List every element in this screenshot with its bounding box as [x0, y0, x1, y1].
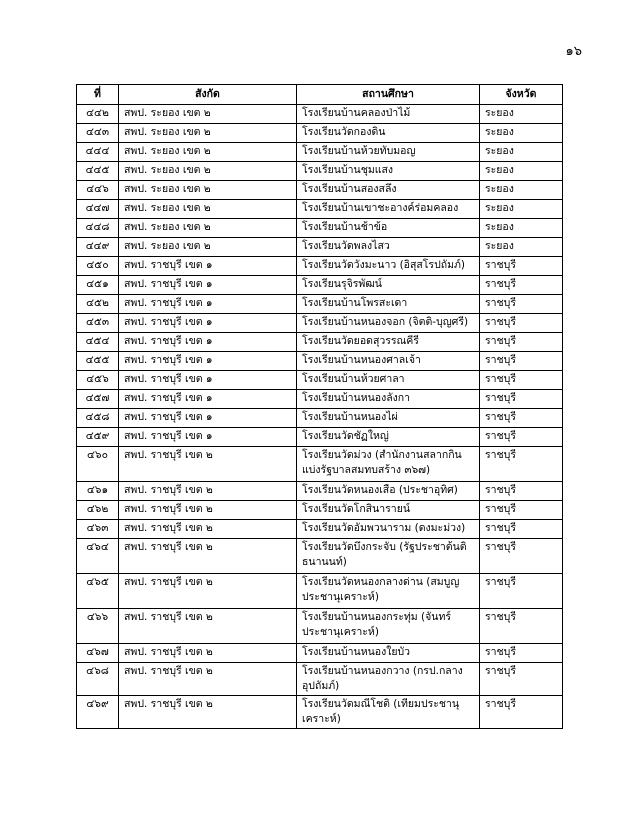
- cell-no: ๔๔๘: [77, 219, 119, 238]
- cell-school: โรงเรียนวัดกองดิน: [297, 124, 480, 143]
- table-row: [77, 482, 563, 501]
- cell-affiliation: สพป. ราชบุรี เขต ๑: [119, 390, 297, 409]
- cell-no: ๔๕๑: [77, 276, 119, 295]
- cell-no: ๔๖๘: [77, 663, 119, 696]
- cell-no: ๔๕๖: [77, 371, 119, 390]
- cell-province: ราชบุรี: [480, 409, 563, 428]
- cell-no: ๔๕๙: [77, 428, 119, 447]
- page-number: ๑๖: [565, 44, 582, 59]
- table-row: [77, 295, 563, 314]
- cell-school: โรงเรียนวัดม่วง (สำนักงานสลากกินแบ่งรัฐบาลสมทบสร้าง ๓๖๗): [297, 447, 480, 482]
- table-row: [77, 200, 563, 219]
- cell-affiliation: สพป. ราชบุรี เขต ๑: [119, 276, 297, 295]
- cell-affiliation: สพป. ระยอง เขต ๒: [119, 181, 297, 200]
- cell-province: ราชบุรี: [480, 314, 563, 333]
- cell-affiliation: สพป. ราชบุรี เขต ๑: [119, 352, 297, 371]
- table-row: [77, 333, 563, 352]
- cell-province: ระยอง: [480, 143, 563, 162]
- cell-province: ราชบุรี: [480, 539, 563, 574]
- cell-school: โรงเรียนวัดพลงไสว: [297, 238, 480, 257]
- cell-no: ๔๖๒: [77, 501, 119, 520]
- cell-affiliation: สพป. ราชบุรี เขต ๑: [119, 295, 297, 314]
- cell-province: ราชบุรี: [480, 644, 563, 663]
- cell-province: ระยอง: [480, 162, 563, 181]
- cell-affiliation: สพป. ราชบุรี เขต ๒: [119, 482, 297, 501]
- cell-school: โรงเรียนวัดยอดสุวรรณคีรี: [297, 333, 480, 352]
- cell-school: โรงเรียนบ้านหนองลังกา: [297, 390, 480, 409]
- cell-province: ราชบุรี: [480, 257, 563, 276]
- cell-school: โรงเรียนบ้านหนองใยบัว: [297, 644, 480, 663]
- cell-school: โรงเรียนบ้านห้วยทับมอญ: [297, 143, 480, 162]
- cell-province: ราชบุรี: [480, 520, 563, 539]
- table-row: [77, 539, 563, 574]
- cell-affiliation: สพป. ราชบุรี เขต ๒: [119, 447, 297, 482]
- cell-affiliation: สพป. ราชบุรี เขต ๒: [119, 501, 297, 520]
- cell-province: ราชบุรี: [480, 352, 563, 371]
- school-table: [76, 84, 563, 729]
- cell-province: ระยอง: [480, 200, 563, 219]
- table-row: [77, 238, 563, 257]
- cell-province: ราชบุรี: [480, 428, 563, 447]
- cell-province: ระยอง: [480, 219, 563, 238]
- cell-no: ๔๔๙: [77, 238, 119, 257]
- cell-no: ๔๕๕: [77, 352, 119, 371]
- header-province: จังหวัด: [480, 85, 563, 105]
- table-row: [77, 124, 563, 143]
- cell-no: ๔๖๔: [77, 539, 119, 574]
- cell-affiliation: สพป. ระยอง เขต ๒: [119, 143, 297, 162]
- table-row: [77, 181, 563, 200]
- cell-no: ๔๖๕: [77, 574, 119, 609]
- cell-affiliation: สพป. ระยอง เขต ๒: [119, 238, 297, 257]
- cell-no: ๔๕๔: [77, 333, 119, 352]
- table-row: [77, 644, 563, 663]
- cell-province: ราชบุรี: [480, 371, 563, 390]
- cell-school: โรงเรียนวัดหนองเสือ (ประชาอุทิศ): [297, 482, 480, 501]
- cell-no: ๔๖๑: [77, 482, 119, 501]
- cell-province: ราชบุรี: [480, 276, 563, 295]
- table-row: [77, 390, 563, 409]
- cell-affiliation: สพป. ราชบุรี เขต ๑: [119, 428, 297, 447]
- header-affiliation: สังกัด: [119, 85, 297, 105]
- cell-affiliation: สพป. ราชบุรี เขต ๒: [119, 574, 297, 609]
- header-no: ที่: [77, 85, 119, 105]
- table-row: [77, 696, 563, 729]
- cell-affiliation: สพป. ราชบุรี เขต ๒: [119, 520, 297, 539]
- cell-no: ๔๖๙: [77, 696, 119, 729]
- table-row: [77, 257, 563, 276]
- cell-school: โรงเรียนวัดวังมะนาว (อิสุสโรปถัมภ์): [297, 257, 480, 276]
- cell-province: ราชบุรี: [480, 333, 563, 352]
- cell-province: ราชบุรี: [480, 574, 563, 609]
- cell-no: ๔๖๖: [77, 609, 119, 644]
- cell-no: ๔๕๓: [77, 314, 119, 333]
- cell-school: โรงเรียนวัดโกสินารายน์: [297, 501, 480, 520]
- cell-school: โรงเรียนวัดบึงกระจับ (รัฐประชาต้นติธนานนท์): [297, 539, 480, 574]
- cell-no: ๔๖๗: [77, 644, 119, 663]
- cell-affiliation: สพป. ระยอง เขต ๒: [119, 162, 297, 181]
- cell-no: ๔๔๓: [77, 124, 119, 143]
- cell-no: ๔๔๗: [77, 200, 119, 219]
- cell-school: โรงเรียนบ้านหนองกวาง (กรป.กลางอุปถัมภ์): [297, 663, 480, 696]
- cell-no: ๔๔๒: [77, 105, 119, 124]
- table-row: [77, 371, 563, 390]
- cell-affiliation: สพป. ราชบุรี เขต ๑: [119, 314, 297, 333]
- cell-province: ราชบุรี: [480, 482, 563, 501]
- cell-no: ๔๕๒: [77, 295, 119, 314]
- table-row: [77, 501, 563, 520]
- cell-affiliation: สพป. ระยอง เขต ๒: [119, 105, 297, 124]
- cell-province: ระยอง: [480, 124, 563, 143]
- cell-no: ๔๔๔: [77, 143, 119, 162]
- table-row: [77, 609, 563, 644]
- cell-affiliation: สพป. ราชบุรี เขต ๒: [119, 539, 297, 574]
- cell-province: ราชบุรี: [480, 390, 563, 409]
- cell-no: ๔๔๕: [77, 162, 119, 181]
- table-row: [77, 574, 563, 609]
- table-row: [77, 663, 563, 696]
- cell-province: ราชบุรี: [480, 609, 563, 644]
- cell-affiliation: สพป. ราชบุรี เขต ๒: [119, 663, 297, 696]
- cell-school: โรงเรียนบ้านสองสลึง: [297, 181, 480, 200]
- table-row: [77, 409, 563, 428]
- cell-affiliation: สพป. ราชบุรี เขต ๑: [119, 257, 297, 276]
- cell-province: ราชบุรี: [480, 295, 563, 314]
- cell-no: ๔๔๖: [77, 181, 119, 200]
- table-row: [77, 447, 563, 482]
- cell-province: ราชบุรี: [480, 501, 563, 520]
- cell-no: ๔๖๓: [77, 520, 119, 539]
- cell-school: โรงเรียนบ้านชุมแสง: [297, 162, 480, 181]
- cell-affiliation: สพป. ระยอง เขต ๒: [119, 200, 297, 219]
- cell-no: ๔๕๗: [77, 390, 119, 409]
- cell-school: โรงเรียนวัดชัฏใหญ่: [297, 428, 480, 447]
- cell-province: ระยอง: [480, 238, 563, 257]
- cell-school: โรงเรียนบ้านหนองกระทุ่ม (จันทร์ประชานุเคราะห์): [297, 609, 480, 644]
- cell-school: โรงเรียนวัดอัมพวนาราม (ดงมะม่วง): [297, 520, 480, 539]
- cell-affiliation: สพป. ราชบุรี เขต ๒: [119, 696, 297, 729]
- cell-province: ระยอง: [480, 181, 563, 200]
- cell-school: โรงเรียนวัดหนองกลางด่าน (สมบูญประชานุเคราะห์): [297, 574, 480, 609]
- cell-province: ราชบุรี: [480, 696, 563, 729]
- cell-school: โรงเรียนบ้านหนองจอก (จิตติ-บุญศรี): [297, 314, 480, 333]
- table-row: [77, 314, 563, 333]
- header-school: สถานศึกษา: [297, 85, 480, 105]
- cell-affiliation: สพป. ระยอง เขต ๒: [119, 219, 297, 238]
- cell-school: โรงเรียนบ้านหนองศาลเจ้า: [297, 352, 480, 371]
- cell-affiliation: สพป. ราชบุรี เขต ๑: [119, 409, 297, 428]
- table-header-row: [77, 85, 563, 105]
- cell-school: โรงเรียนบ้านช้าข้อ: [297, 219, 480, 238]
- table-row: [77, 162, 563, 181]
- cell-affiliation: สพป. ราชบุรี เขต ๒: [119, 644, 297, 663]
- cell-school: โรงเรียนบ้านคลองป่าไม้: [297, 105, 480, 124]
- table-row: [77, 352, 563, 371]
- cell-affiliation: สพป. ราชบุรี เขต ๑: [119, 371, 297, 390]
- table-row: [77, 428, 563, 447]
- table-row: [77, 520, 563, 539]
- table-row: [77, 143, 563, 162]
- cell-affiliation: สพป. ราชบุรี เขต ๒: [119, 609, 297, 644]
- cell-no: ๔๕๘: [77, 409, 119, 428]
- cell-province: ราชบุรี: [480, 447, 563, 482]
- table-row: [77, 219, 563, 238]
- table-row: [77, 105, 563, 124]
- cell-school: โรงเรียนบ้านเขาชะอางค์ร่อมคลอง: [297, 200, 480, 219]
- cell-affiliation: สพป. ราชบุรี เขต ๑: [119, 333, 297, 352]
- cell-school: โรงเรียนวัดมณีโชติ (เทียมประชานุเคราะห์): [297, 696, 480, 729]
- cell-no: ๔๖๐: [77, 447, 119, 482]
- cell-province: ระยอง: [480, 105, 563, 124]
- cell-school: โรงเรียนบ้านโพรสะเดา: [297, 295, 480, 314]
- table-body: [77, 105, 563, 729]
- cell-province: ราชบุรี: [480, 663, 563, 696]
- table-row: [77, 276, 563, 295]
- cell-school: โรงเรียนบ้านหนองไผ่: [297, 409, 480, 428]
- cell-school: โรงเรียนรุจิรพัฒน์: [297, 276, 480, 295]
- cell-affiliation: สพป. ระยอง เขต ๒: [119, 124, 297, 143]
- cell-no: ๔๕๐: [77, 257, 119, 276]
- cell-school: โรงเรียนบ้านห้วยศาลา: [297, 371, 480, 390]
